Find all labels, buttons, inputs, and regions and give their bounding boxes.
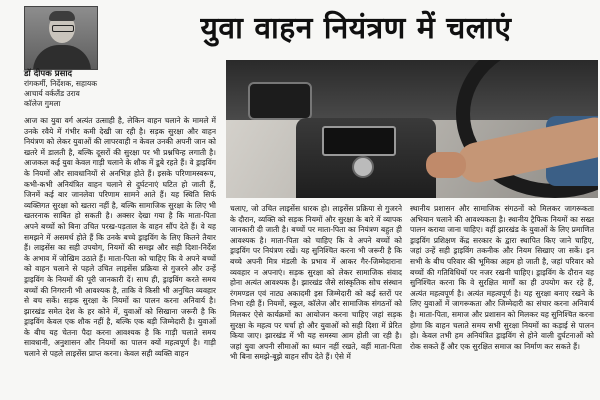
author-role: रांगकर्मी, निर्देशक, सहायक आचार्य वर्कलैंड उराव कॉलेज गुमला — [24, 79, 98, 108]
car-interior-photo — [226, 60, 598, 198]
author-photo — [24, 6, 98, 70]
author-photo-hair — [49, 11, 75, 21]
photo-infotainment-screen — [322, 126, 396, 156]
article-column-3 — [410, 204, 594, 398]
article-column-2-text: चलाए, जो उचित लाइसेंस धारक हो। लाइसेंस प्रक्रिया से गुजरने के दौरान, व्यक्ति को सड़क नियमों और सुरक्षा के बारे में व्यापक जानकारी दी जाती है। बच्चों पर माता-पिता का नियंत्रण बहुत ही आवश्यक है। माता-पिता को चाहिए कि वे अपने बच्चों को ड्राइविंग पर नियंत्रण रखें। यह सुनिश्चित करना भी जरूरी है कि बच्चे अपनी मित्र मंडली के प्रभाव में आकर गैर-जिम्मेदाराना व्यवहार न अपनाएं। सड़क सुरक्षा को लेकर सामाजिक संवाद होना अत्यंत आवश्यक है। झारखंड जैसे सांस्कृतिक सोच संस्थान रंगमण्डल एवं नाट्य अकादमी इस जिम्मेदारी को कई स्तरों पर निभा रही हैं। नियमों, स्कूल, कॉलेज और सामाजिक संगठनों को मिलकर ऐसे कार्यक्रमों का आयोजन करना चाहिए जहां सड़क सुरक्षा के महत्व पर चर्चा हो और युवाओं को सही दिशा में प्रेरित किया जाए। झारखंड में भी यह समस्या आम होती जा रही है। जहां युवा अपनी सीमाओं का ध्यान नहीं रखते, वहीं माता-पिता भी बिना समझे-बूझे वाहन सौंप देते हैं। ऐसे में — [230, 204, 402, 362]
photo-driver-hand — [426, 152, 466, 178]
article-column-2 — [230, 204, 402, 398]
headline: युवा वाहन नियंत्रण में चलाएं — [200, 11, 512, 46]
photo-gear-knob — [352, 156, 374, 178]
article-column-3-text: स्थानीय प्रशासन और सामाजिक संगठनों को मिलकर जागरूकता अभियान चलाने की आवश्यकता है। स्थानीय ट्रैफिक नियमों का सख्त पालन कराया जाना चाहिए। वहीं झारखंड के युवाओं के लिए प्रमाणित ड्राइविंग प्रशिक्षण केंद्र सरकार के द्वारा स्थापित किए जाने चाहिए, जहां उन्हें सही ड्राइविंग तकनीक और नियम सिखाए जा सकें। इन सभी के बीच परिवार की भूमिका अहम हो जाती है, जहां परिवार को बच्चों की गतिविधियों पर नजर रखनी चाहिए। ड्राइविंग के दौरान यह सुनिश्चित करना कि वे सुरक्षित मार्गों का ही उपयोग कर रहे हैं, अत्यंत महत्वपूर्ण है। अत्यंत महत्वपूर्ण है। यह सुरक्षा बनाए रखने के लिए युवाओं में जागरूकता और जिम्मेदारी का संचार करना अनिवार्य है। माता-पिता, समाज और प्रशासन को मिलकर यह सुनिश्चित करना होगा कि वाहन चलाते समय सभी सुरक्षा नियमों का कड़ाई से पालन हो। केवल तभी हम अनियंत्रित ड्राइविंग से होने वाली दुर्घटनाओं को रोक सकते हैं और एक सुरक्षित समाज का निर्माण कर सकते हैं। — [410, 204, 594, 351]
author-photo-glasses — [52, 25, 74, 32]
article-column-1 — [24, 116, 216, 398]
article-column-1-text: आज का युवा वर्ग अत्यंत उत्साही है, लेकिन वाहन चलाने के मामले में उनके रवैये में गंभीर कमी देखी जा रही है। सड़क सुरक्षा और वाहन नियंत्रण को लेकर युवाओं की लापरवाही न केवल उनकी अपनी जान को खतरे में डालती है, बल्कि दूसरों की सुरक्षा पर भी प्रश्नचिन्ह लगाती है। आजकल कई युवा केवल गाड़ी चलाने के शौक में डूबे रहते हैं। वे ड्राइविंग के नियमों और सावधानियों से अनभिज्ञ होते हैं। इसके परिणामस्वरूप, कभी-कभी अनियंत्रित वाहन चलाने से दुर्घटनाएं घटित हो जाती हैं, जिनमें कई बार जानलेवा परिणाम सामने आते हैं। यह स्थिति सिर्फ व्यक्तिगत सुरक्षा को खतरा नहीं है, बल्कि सामाजिक सुरक्षा के लिए भी खतरनाक साबित हो सकती है। अक्सर देखा गया है कि माता-पिता अपने बच्चों को बिना उचित परख-पड़ताल के वाहन सौंप देते हैं। वे यह समझने में असमर्थ होते हैं कि उनके बच्चे ड्राइविंग के लिए कितने तैयार हैं। लाइसेंस का सही उपयोग, नियमों की समझ और सही दिशा-निर्देश के अभाव में जोखिम उठाते हैं। माता-पिता को चाहिए कि वे अपने बच्चों को वाहन चलाने से पहले उचित लाइसेंस प्रक्रिया से गुजरने और उन्हें ड्राइविंग के नियमों की पूरी जानकारी दें। साथ ही, ड्राइविंग करते समय बच्चों की निगरानी भी आवश्यक है, ताकि वे किसी भी अनुचित व्यवहार से बच सकें। सड़क सुरक्षा के नियमों का पालन करना अनिवार्य है। झारखंड समेत देश के हर कोने में, युवाओं को सिखाना जरूरी है कि ड्राइविंग केवल एक शौक नहीं है, बल्कि एक बड़ी जिम्मेदारी है। युवाओं के बीच यह चेतना पैदा करना आवश्यक है कि गाड़ी चलाते समय सावधानी, अनुशासन और नियमों का पालन क्यों महत्वपूर्ण है। गाड़ी चलाने से पहले लाइसेंस प्राप्त करना। केवल सही व्यक्ति वाहन — [24, 116, 216, 359]
author-name: डॉ दीपक प्रसाद — [24, 69, 73, 79]
photo-air-vent — [248, 82, 312, 120]
